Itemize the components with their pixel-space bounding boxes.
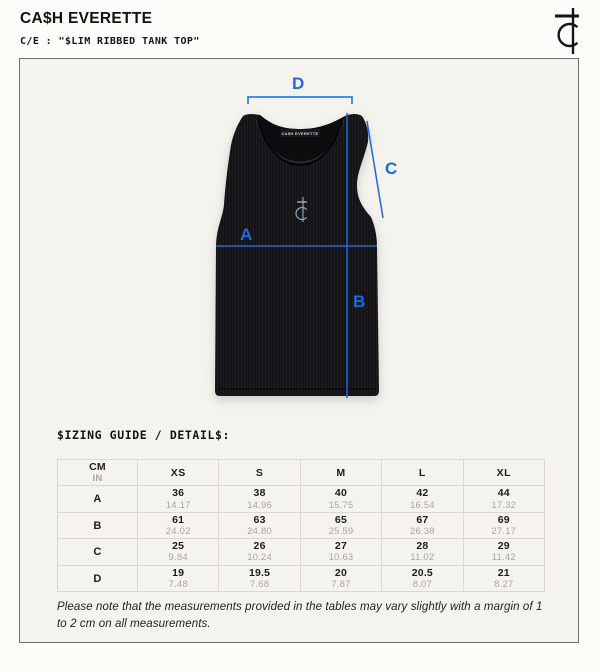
size-cell: 44 17.32 [463, 486, 544, 512]
size-cell: 21 8.27 [463, 565, 544, 591]
unit-in: IN [92, 473, 103, 485]
tank-top-image [214, 110, 380, 398]
size-cell: 19.5 7.68 [219, 565, 300, 591]
unit-header [58, 460, 138, 486]
size-cell: 28 11.02 [382, 539, 463, 565]
size-cell: 38 14.96 [219, 486, 300, 512]
size-cell: 63 24.80 [219, 512, 300, 538]
cash-everette-monogram-icon [549, 7, 587, 55]
size-column-header: XL [463, 460, 544, 486]
size-cell: 29 11.42 [463, 539, 544, 565]
size-cell: 27 10.63 [300, 539, 381, 565]
size-cell: 25 9.84 [138, 539, 219, 565]
row-label: A [58, 486, 138, 512]
size-cell: 69 27.17 [463, 512, 544, 538]
size-column-header: S [219, 460, 300, 486]
table-row [58, 539, 545, 565]
size-cell: 20 7.87 [300, 565, 381, 591]
measurement-disclaimer: Please note that the measurements provided in the tables may vary slightly with a margin of 1 to 2 cm on all measurements. [57, 601, 543, 631]
size-cell: 61 24.02 [138, 512, 219, 538]
measure-label-a: A [240, 225, 253, 244]
size-cell: 40 15.75 [300, 486, 381, 512]
row-label: D [58, 565, 138, 591]
table-row [58, 512, 545, 538]
brand-title: CA$H EVERETTE [20, 10, 153, 27]
size-cell: 19 7.48 [138, 565, 219, 591]
size-column-header: XS [138, 460, 219, 486]
unit-cm: CM [89, 461, 106, 473]
table-header-row [58, 460, 545, 486]
measure-label-d: D [292, 74, 305, 93]
size-cell: 26 10.24 [219, 539, 300, 565]
size-cell: 20.5 8.07 [382, 565, 463, 591]
size-column-header: M [300, 460, 381, 486]
table-row [58, 486, 545, 512]
sizing-table [57, 459, 545, 592]
measure-label-b: B [353, 292, 366, 311]
table-row [58, 565, 545, 591]
size-cell: 42 16.54 [382, 486, 463, 512]
row-label: B [58, 512, 138, 538]
product-code: C/E : "$LIM RIBBED TANK TOP" [20, 36, 200, 47]
neck-label-text: CA$H EVERETTE [281, 130, 319, 136]
measure-label-c: C [385, 159, 398, 178]
size-cell: 36 14.17 [138, 486, 219, 512]
size-cell: 65 25.59 [300, 512, 381, 538]
sizing-guide-heading: $IZING GUIDE / DETAIL$: [57, 428, 231, 442]
row-label: C [58, 539, 138, 565]
size-cell: 67 26.38 [382, 512, 463, 538]
size-column-header: L [382, 460, 463, 486]
